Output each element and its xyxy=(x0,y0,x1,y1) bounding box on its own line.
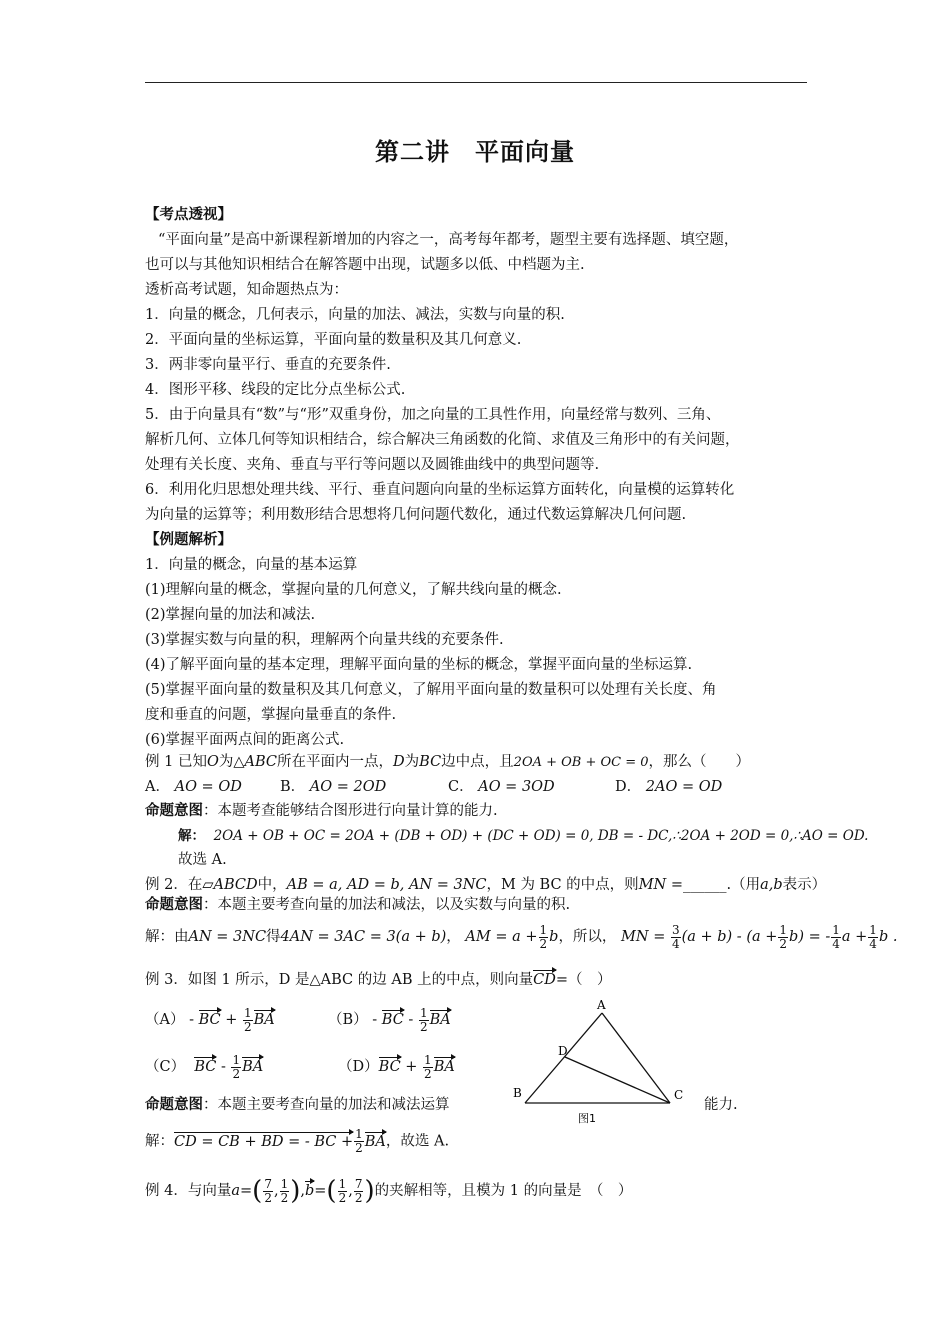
triangle-figure xyxy=(510,1000,700,1130)
example-1-solution: 解： 2OA + OB + OC = 2OA + (DB + OD) + (DC + OD) = 0, DB = - DC,∴2OA + 2OD = 0,∴AO = OD. xyxy=(178,828,869,844)
option-d[interactable]: D． 2AO = OD xyxy=(615,779,723,795)
label-b: B xyxy=(513,1086,522,1100)
example-1-answer: 故选 A. xyxy=(178,852,227,868)
objective-5: (5)掌握平面向量的数量积及其几何意义，了解用平面向量的数量积可以处理有关长度、角 xyxy=(145,682,717,698)
figure-caption: 图1 xyxy=(578,1112,596,1125)
example-1-options xyxy=(145,777,723,797)
option-b[interactable]: B． AO = 2OD xyxy=(280,779,387,795)
intro-line-8: 5．由于向量具有“数”与“形”双重身份，加之向量的工具性作用，向量经常与数列、三角、 xyxy=(145,407,721,423)
objective-2: (2)掌握向量的加法和减法. xyxy=(145,607,316,623)
example-1-question: 例 1 已知O为△ABC所在平面内一点，D为BC边中点，且2OA + OB + OC = 0，那么（ ） xyxy=(145,754,751,770)
intro-line-1: “平面向量”是高中新课程新增加的内容之一，高考每年都考，题型主要有选择题、填空题， xyxy=(158,232,739,248)
example-3-intent: 命题意图：本题主要考查向量的加法和减法运算 xyxy=(145,1097,450,1113)
objective-1: (1)理解向量的概念，掌握向量的几何意义，了解共线向量的概念. xyxy=(145,582,562,598)
label-c: C xyxy=(674,1088,684,1102)
option-c[interactable]: C． AO = 3OD xyxy=(448,779,555,795)
subsection-title: 1．向量的概念，向量的基本运算 xyxy=(145,557,358,573)
intro-line-2: 也可以与其他知识相结合在解答题中出现，试题多以低、中档题为主. xyxy=(145,257,585,273)
section-heading-exam-points: 【考点透视】 xyxy=(145,207,232,223)
option-a[interactable]: A． AO = OD xyxy=(145,779,242,795)
example-3-solution: 解：CD = CB + BD = - BC + $\frac{1}{2}$ BA，故选 A. xyxy=(145,1127,450,1155)
example-3-question: 例 3．如图 1 所示，D 是△ABC 的边 AB 上的中点，则向量CD=（ ） xyxy=(145,972,612,988)
label-d: D xyxy=(558,1044,568,1058)
example-2-solution: 解：由AN = 3NC得4AN = 3AC = 3(a + b)， AM = a + $\frac{1}{2}$ b，所以， MN = $\frac{3}{4}$ (a + b) - (a + $\frac{1}{2}$ b) = - $\frac{1}{4}$ a + $\frac{1}{4}$ b . xyxy=(145,922,898,951)
intro-line-7: 4．图形平移、线段的定比分点坐标公式. xyxy=(145,382,406,398)
top-rule xyxy=(145,82,807,83)
example-2-intent: 命题意图：本题主要考查向量的加法和减法，以及实数与向量的积. xyxy=(145,897,571,913)
example-3-option-d[interactable]: （D）BC + $\frac{1}{2}$ BA xyxy=(338,1052,455,1081)
example-3-option-c[interactable]: （C） BC - $\frac{1}{2}$ BA xyxy=(145,1052,264,1081)
objective-3: (3)掌握实数与向量的积，理解两个向量共线的充要条件. xyxy=(145,632,504,648)
example-1-intent: 命题意图：本题考查能够结合图形进行向量计算的能力. xyxy=(145,803,498,819)
example-3-intent-tail: 能力. xyxy=(704,1097,738,1113)
example-3-option-b[interactable]: （B） - BC - $\frac{1}{2}$ BA xyxy=(328,1005,451,1034)
objective-6: (6)掌握平面两点间的距离公式. xyxy=(145,732,345,748)
intro-line-11: 6．利用化归思想处理共线、平行、垂直问题向向量的坐标运算方面转化，向量模的运算转化 xyxy=(145,482,735,498)
intro-line-5: 2．平面向量的坐标运算，平面向量的数量积及其几何意义. xyxy=(145,332,522,348)
example-4-question: 例 4．与向量a=( $\frac{7}{2}$ , $\frac{1}{2}$ ),b=( $\frac{1}{2}$ , $\frac{7}{2}$ )的夹解相等，且模为 1 的向量是 （ ） xyxy=(145,1176,633,1206)
objective-4: (4)了解平面向量的基本定理，理解平面向量的坐标的概念，掌握平面向量的坐标运算. xyxy=(145,657,693,673)
label-a: A xyxy=(597,1000,606,1012)
example-2-question: 例 2．在▱ABCD中，AB = a, AD = b, AN = 3NC，M 为 BC 的中点，则MN =______.（用a,b表示） xyxy=(145,877,827,893)
side-ac xyxy=(602,1013,670,1103)
intro-line-12: 为向量的运算等；利用数形结合思想将几何问题代数化，通过代数运算解决几何问题. xyxy=(145,507,687,523)
page-title: 第二讲 平面向量 xyxy=(375,138,575,166)
side-ba xyxy=(525,1013,602,1103)
section-heading-examples: 【例题解析】 xyxy=(145,532,232,548)
intro-line-3: 透析高考试题，知命题热点为： xyxy=(145,282,348,298)
segment-cd xyxy=(565,1057,670,1103)
intro-line-10: 处理有关长度、夹角、垂直与平行等问题以及圆锥曲线中的典型问题等. xyxy=(145,457,600,473)
intro-line-9: 解析几何、立体几何等知识相结合，综合解决三角函数的化简、求值及三角形中的有关问题， xyxy=(145,432,740,448)
objective-5-cont: 度和垂直的问题，掌握向量垂直的条件. xyxy=(145,707,397,723)
intro-line-6: 3．两非零向量平行、垂直的充要条件. xyxy=(145,357,391,373)
example-3-option-a[interactable]: （A） - BC + $\frac{1}{2}$ BA xyxy=(145,1005,275,1034)
intro-line-4: 1．向量的概念，几何表示，向量的加法、减法，实数与向量的积. xyxy=(145,307,565,323)
